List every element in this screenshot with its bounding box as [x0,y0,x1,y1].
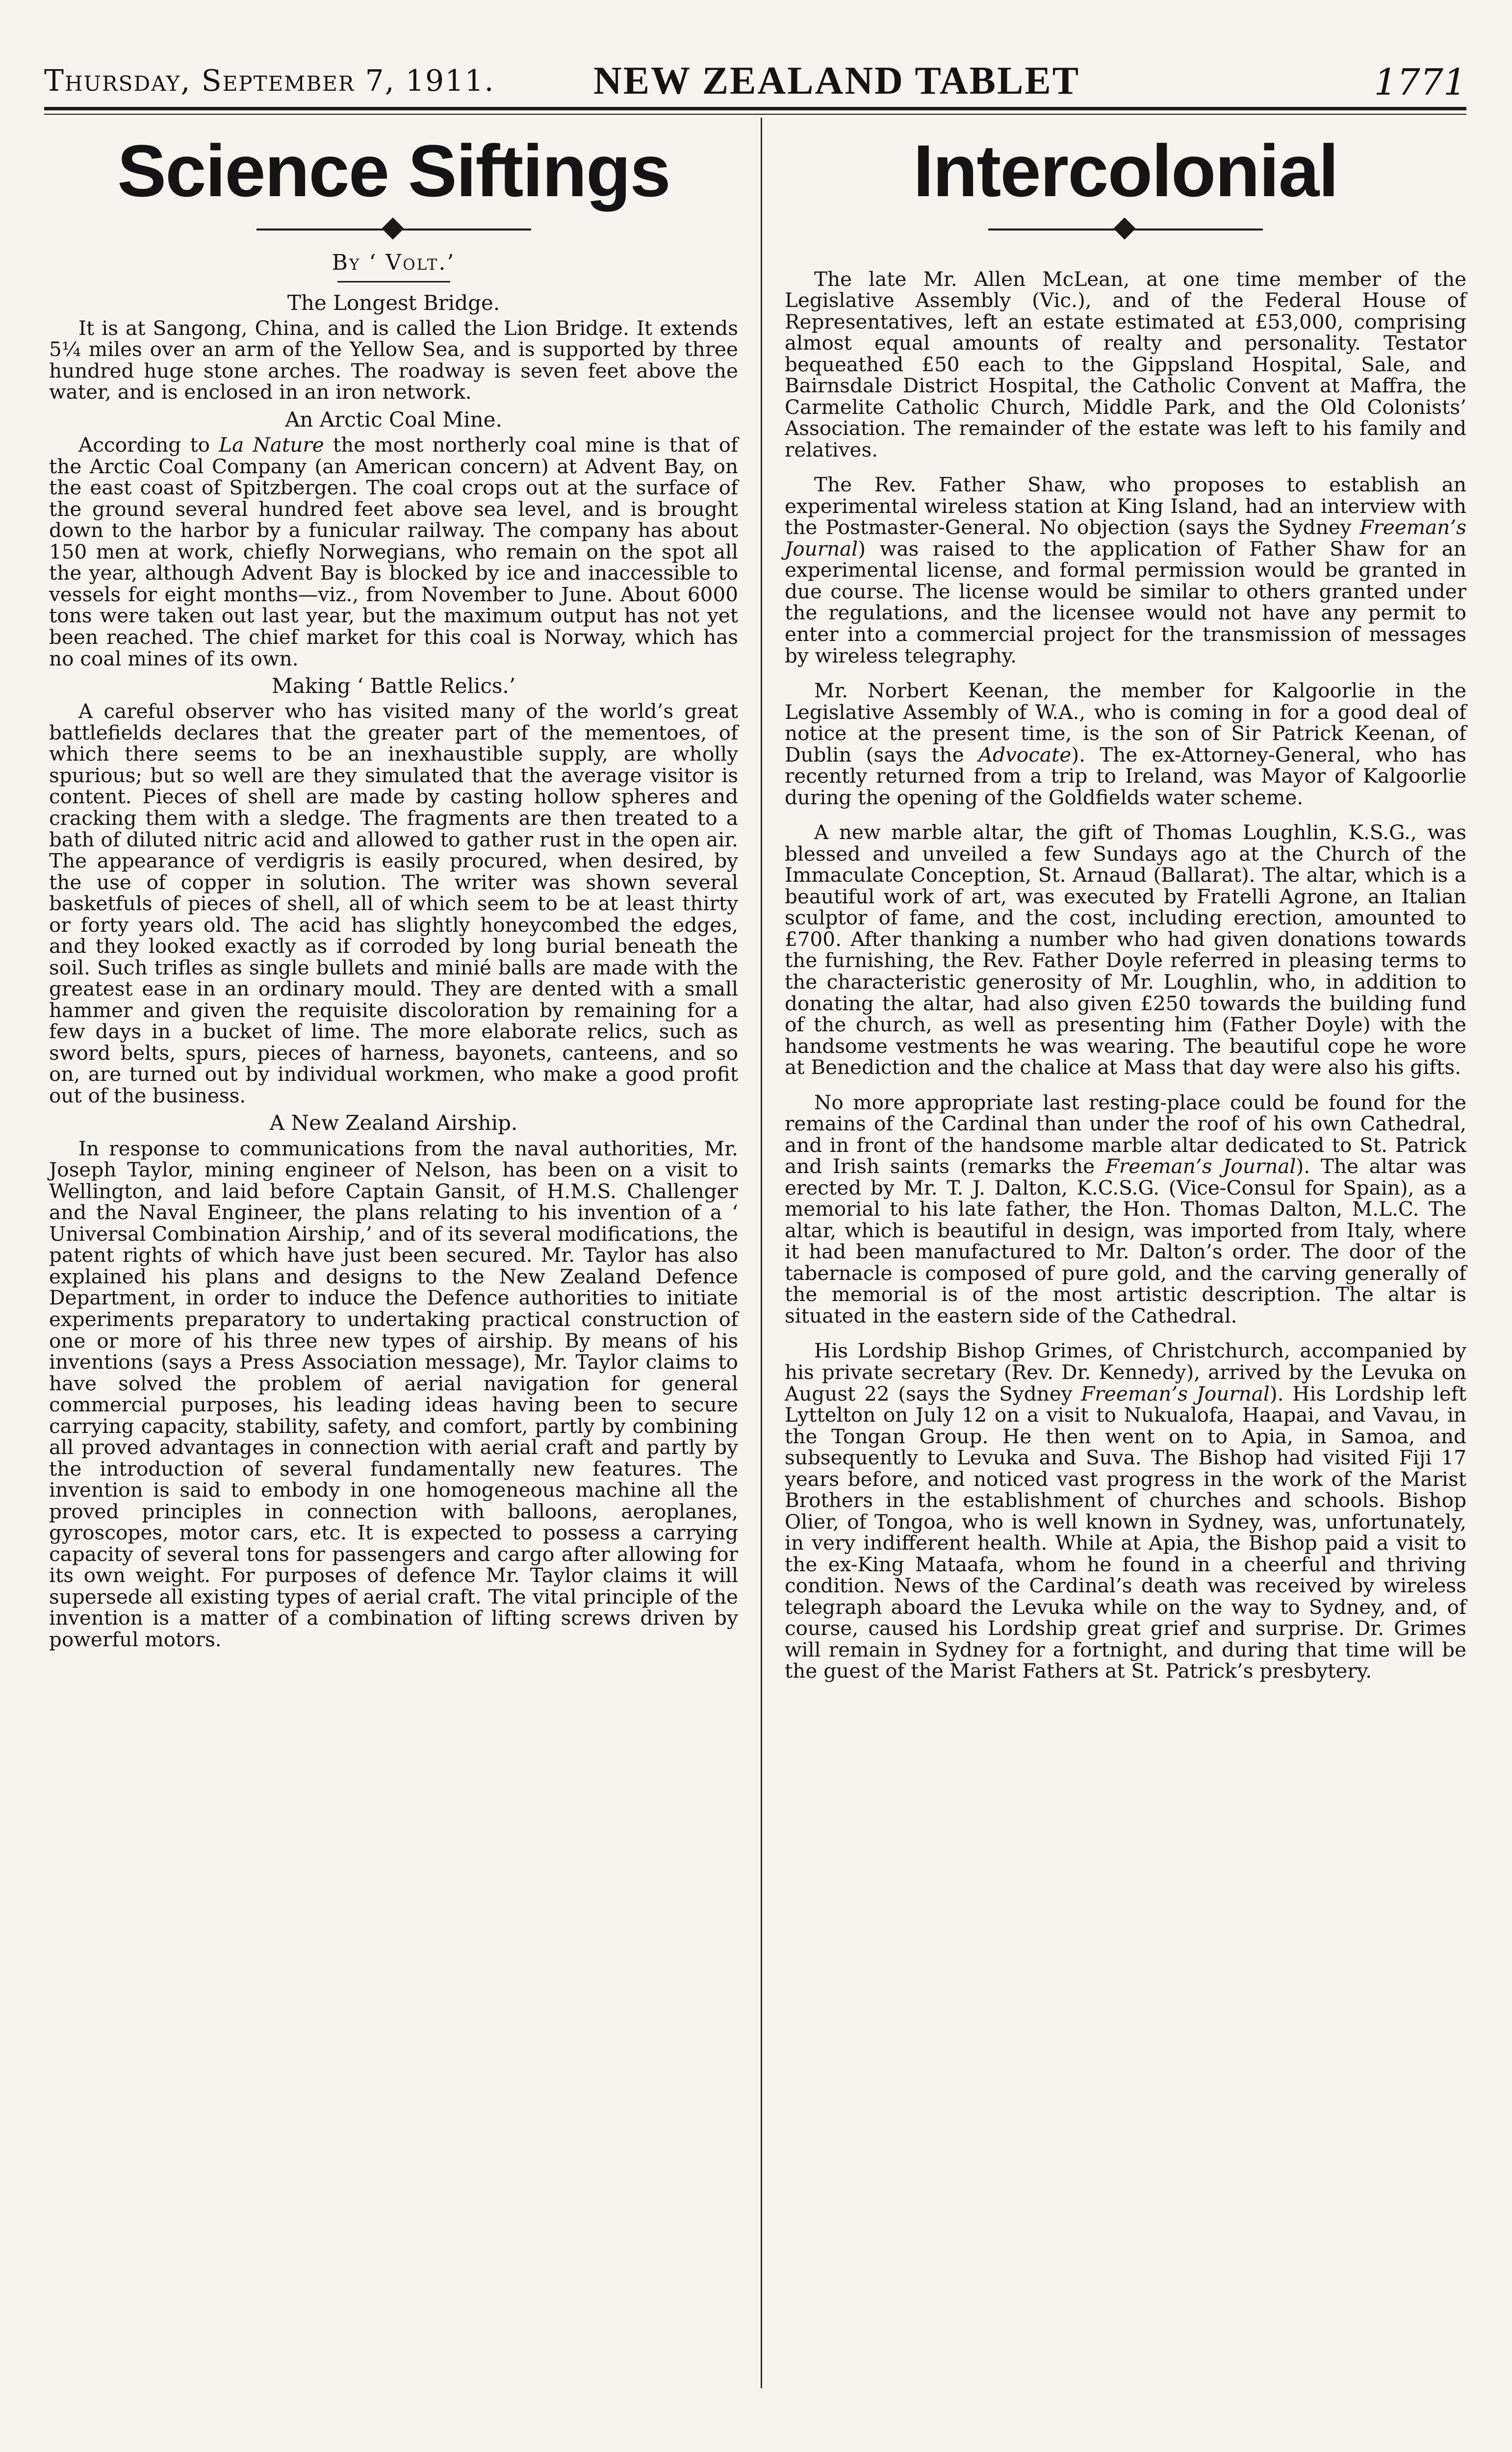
news-item-marble-altar-st-arnaud [785,822,1466,1078]
publication-name: Freeman’s Journal [785,515,1466,561]
masthead-rule [44,107,1466,110]
news-item-norbert-keenan [785,680,1466,808]
article-text: ). The ex-Attorney-General, who has recently returned from a trip to Ireland, was Mayor of Kalgoorlie during the opening of the Goldfields water scheme. [785,742,1467,809]
publication-name: Advocate [978,742,1072,766]
article-nz-airship: In response to communications from the naval authorities, Mr. Joseph Taylor, mining engineer of Nelson, has been on a visit to Wellington, and laid before Captain Gansit, of H.M.S. Challenger and the Naval Engineer, the plans relating to his invention of a ‘ Universal Combination Airship,’ and of its several modifications, the patent rights of which have just been secured. Mr. Taylor has also explained his plans and designs to the New Zealand Defence Department, in order to induce the Defence authorities to initiate experiments preparatory to undertaking practical construction of one or more of his three new types of airship. By means of his inventions (says a Press Association message), Mr. Taylor claims to have solved the problem of aerial navigation for general commercial purposes, his leading ideas having been to secure carrying capacity, stability, safety, and comfort, partly by combining all proved advantages in connection with aerial craft and partly by the introduction of several fundamentally new features. The invention is said to embody in one homogeneous machine all the proved principles in connection with balloons, aeroplanes, gyroscopes, motor cars, etc. It is expected to possess a carrying capacity of several tons for passengers and cargo after allowing for its own weight. For purposes of defence Mr. Taylor claims it will supersede all existing types of aerial craft. The vital principle of the invention is a matter of a combination of lifting screws driven by powerful motors. [49,1136,738,1651]
newspaper-title: NEW ZEALAND TABLET [593,59,1080,102]
subhead-longest-bridge: The Longest Bridge. [287,290,500,315]
article-arctic-coal-mine [49,434,738,669]
science-siftings-column [49,129,738,1651]
subhead-battle-relics: Making ‘ Battle Relics.’ [271,674,516,698]
article-text: According to [78,433,219,457]
article-text: A new marble altar, the gift of Thomas Loughlin, K.S.G., was blessed and unveiled a few Sundays ago at the Church of the Immaculate Conception, St. Arnaud (Ballarat). The altar, which is a beautiful work of art, was executed by Fratelli Agrone, an Italian sculptor of fame, and the cost, including erection, amounted to £700. After thanking a number who had given donations towards the furnishing, the Rev. Father Doyle referred in pleasing terms to the characteristic generosity of Mr. Loughlin, who, in addition to donating the altar, had also given £250 towards the building fund of the church, as well as presenting him (Father Doyle) with the handsome vestments he was wearing. The beautiful cope he wore at Benediction and the chalice at Mass that day were also his gifts. [785,820,1466,1079]
article-text: the most northerly coal mine is that of the Arctic Coal Company (an American concern) at Advent Bay, on the east coast of Spitzbergen. The coal crops out at the surface of the ground several hundred feet above sea level, and is brought down to the harbor by a funicular railway. The company has about 150 men at work, chiefly Norwegians, who remain on the spot all the year, although Advent Bay is blocked by ice and inaccessible to vessels for eight months—viz., from November to June. About 6000 tons were taken out last year, but the maximum output has not yet been reached. The chief market for this coal is Norway, which has no coal mines of its own. [49,433,738,670]
article-battle-relics: A careful observer who has visited many of the world’s great battlefields declares that the greater part of the mementoes, of which there seems to be an inexhaustible supply, are wholly spurious; but so well are they simulated that the average visitor is content. Pieces of shell are made by casting hollow spheres and cracking them with a sledge. The fragments are then treated to a bath of diluted nitric acid and allowed to gather rust in the open air. The appearance of verdigris is easily procured, when desired, by the use of copper in solution. The writer was shown several basketfuls of pieces of shell, all of which seem to be at least thirty or forty years old. The acid has slightly honeycombed the edges, and they looked exactly as if corroded by long burial beneath the soil. Such trifles as single bullets and minié balls are made with the greatest ease in an ordinary mould. They are dented with a small hammer and given the requisite discoloration by remaining for a few days in a bucket of lime. The more elaborate relics, such as sword belts, spurs, pieces of harness, bayonets, canteens, and so on, are turned out by individual workmen, who make a good profit out of the business. [49,699,738,1107]
issue-date: Thursday, September 7, 1911. [44,64,495,98]
section-heading-intercolonial: Intercolonial [913,129,1338,212]
news-item-father-shaw-wireless [785,474,1466,666]
article-text: The Rev. Father Shaw, who proposes to establish an experimental wireless station at King Island, had an interview with the Postmaster-General. No objection (says the Sydney [785,473,1466,539]
byline-rule [337,281,450,282]
publication-name: La Nature [219,433,324,457]
masthead-rule-thin [44,114,1466,115]
article-text: No more appropriate last resting-place could be found for the remains of the Cardinal than under the roof of his own Cathedral, and in front of the handsome marble altar dedicated to St. Patrick and Irish saints (remarks the [785,1090,1466,1178]
article-text: Mr. Norbert Keenan, the member for Kalgoorlie in the Legislative Assembly of W.A., who is coming in for a good deal of notice at the present time, is the son of Sir Patrick Keenan, of Dublin (says the [785,679,1466,766]
publication-name: Freeman’s Journal [1081,1381,1270,1405]
news-item-mclean-estate [785,269,1466,461]
article-text: ) was raised to the application of Father Shaw for an experimental license, and formal permission would be granted in due course. The license would be similar to others granted under the regulations, and the licensee would not have any permit to enter into a commercial project for the transmission of messages by wireless telegraphy. [785,536,1466,667]
byline: By ‘ Volt.’ [332,250,456,275]
article-text: The late Mr. Allen McLean, at one time member of the Legislative Assembly (Vic.), and of the Federal House of Representatives, left an estate estimated at £53,000, comprising almost equal amounts of realty and personality. Testator bequeathed £50 each to the Gippsland Hospital, Sale, and Bairnsdale District Hospital, the Catholic Convent at Maffra, the Carmelite Catholic Church, Middle Park, and the Old Colonists’ Association. The remainder of the estate was left to his family and relatives. [785,267,1466,461]
article-text: ). The altar was erected by Mr. T. J. Dalton, K.C.S.G. (Vice-Consul for Spain), as a memorial to his late father, the Hon. Thomas Dalton, M.L.C. The altar, which is beautiful in design, was imported from Italy, where it had been manufactured to Mr. Dalton’s order. The door of the tabernacle is composed of pure gold, and the carving generally of the memorial is of the most artistic description. The altar is situated in the eastern side of the Cathedral. [785,1154,1466,1328]
subhead-arctic-coal-mine: An Arctic Coal Mine. [285,407,502,432]
heading-ornament [988,215,1263,244]
news-item-bishop-grimes [785,1340,1466,1682]
subhead-nz-airship: A New Zealand Airship. [269,1111,518,1135]
diamond-ornament-icon [382,217,404,239]
article-text: ). His Lordship left Lyttelton on July 12 on a visit to Nukualofa, Haapai, and Vavau, in the Tongan Group. He then went on to Apia, in Samoa, and subsequently to Levuka and Suva. The Bishop had visited Fiji 17 years before, and noticed vast progress in the work of the Marist Brothers in the establishment of churches and schools. Bishop Olier, of Tongoa, who is well known in Sydney, was, unfortunately, in very indifferent health. While at Apia, the Bishop paid a visit to the ex-King Mataafa, whom he found in a cheerful and thriving condition. News of the Cardinal’s death was received by wireless telegraph aboard the Levuka while on the way to Sydney, and, of course, caused his Lordship great grief and surprise. Dr. Grimes will remain in Sydney for a fortnight, and during that time will be the guest of the Marist Fathers at St. Patrick’s presbytery. [785,1381,1466,1683]
article-longest-bridge: It is at Sangong, China, and is called the Lion Bridge. It extends 5¼ miles over an arm of the Yellow Sea, and is supported by three hundred huge stone arches. The roadway is seven feet above the water, and is enclosed in an iron network. [49,316,738,404]
article-text: His Lordship Bishop Grimes, of Christchurch, accompanied by his private secretary (Rev. Dr. Kennedy), arrived by the Levuka on August 22 (says the Sydney [785,1339,1466,1405]
column-divider [761,118,762,2388]
publication-name: Freeman’s Journal [1105,1154,1296,1178]
diamond-ornament-icon [1113,217,1135,239]
section-heading-science-siftings: Science Siftings [117,129,670,212]
heading-ornament [256,215,531,244]
intercolonial-column [785,129,1467,1696]
masthead [44,59,1466,113]
news-item-cardinal-resting-place [785,1092,1466,1327]
page-number: 1771 [1374,61,1466,103]
